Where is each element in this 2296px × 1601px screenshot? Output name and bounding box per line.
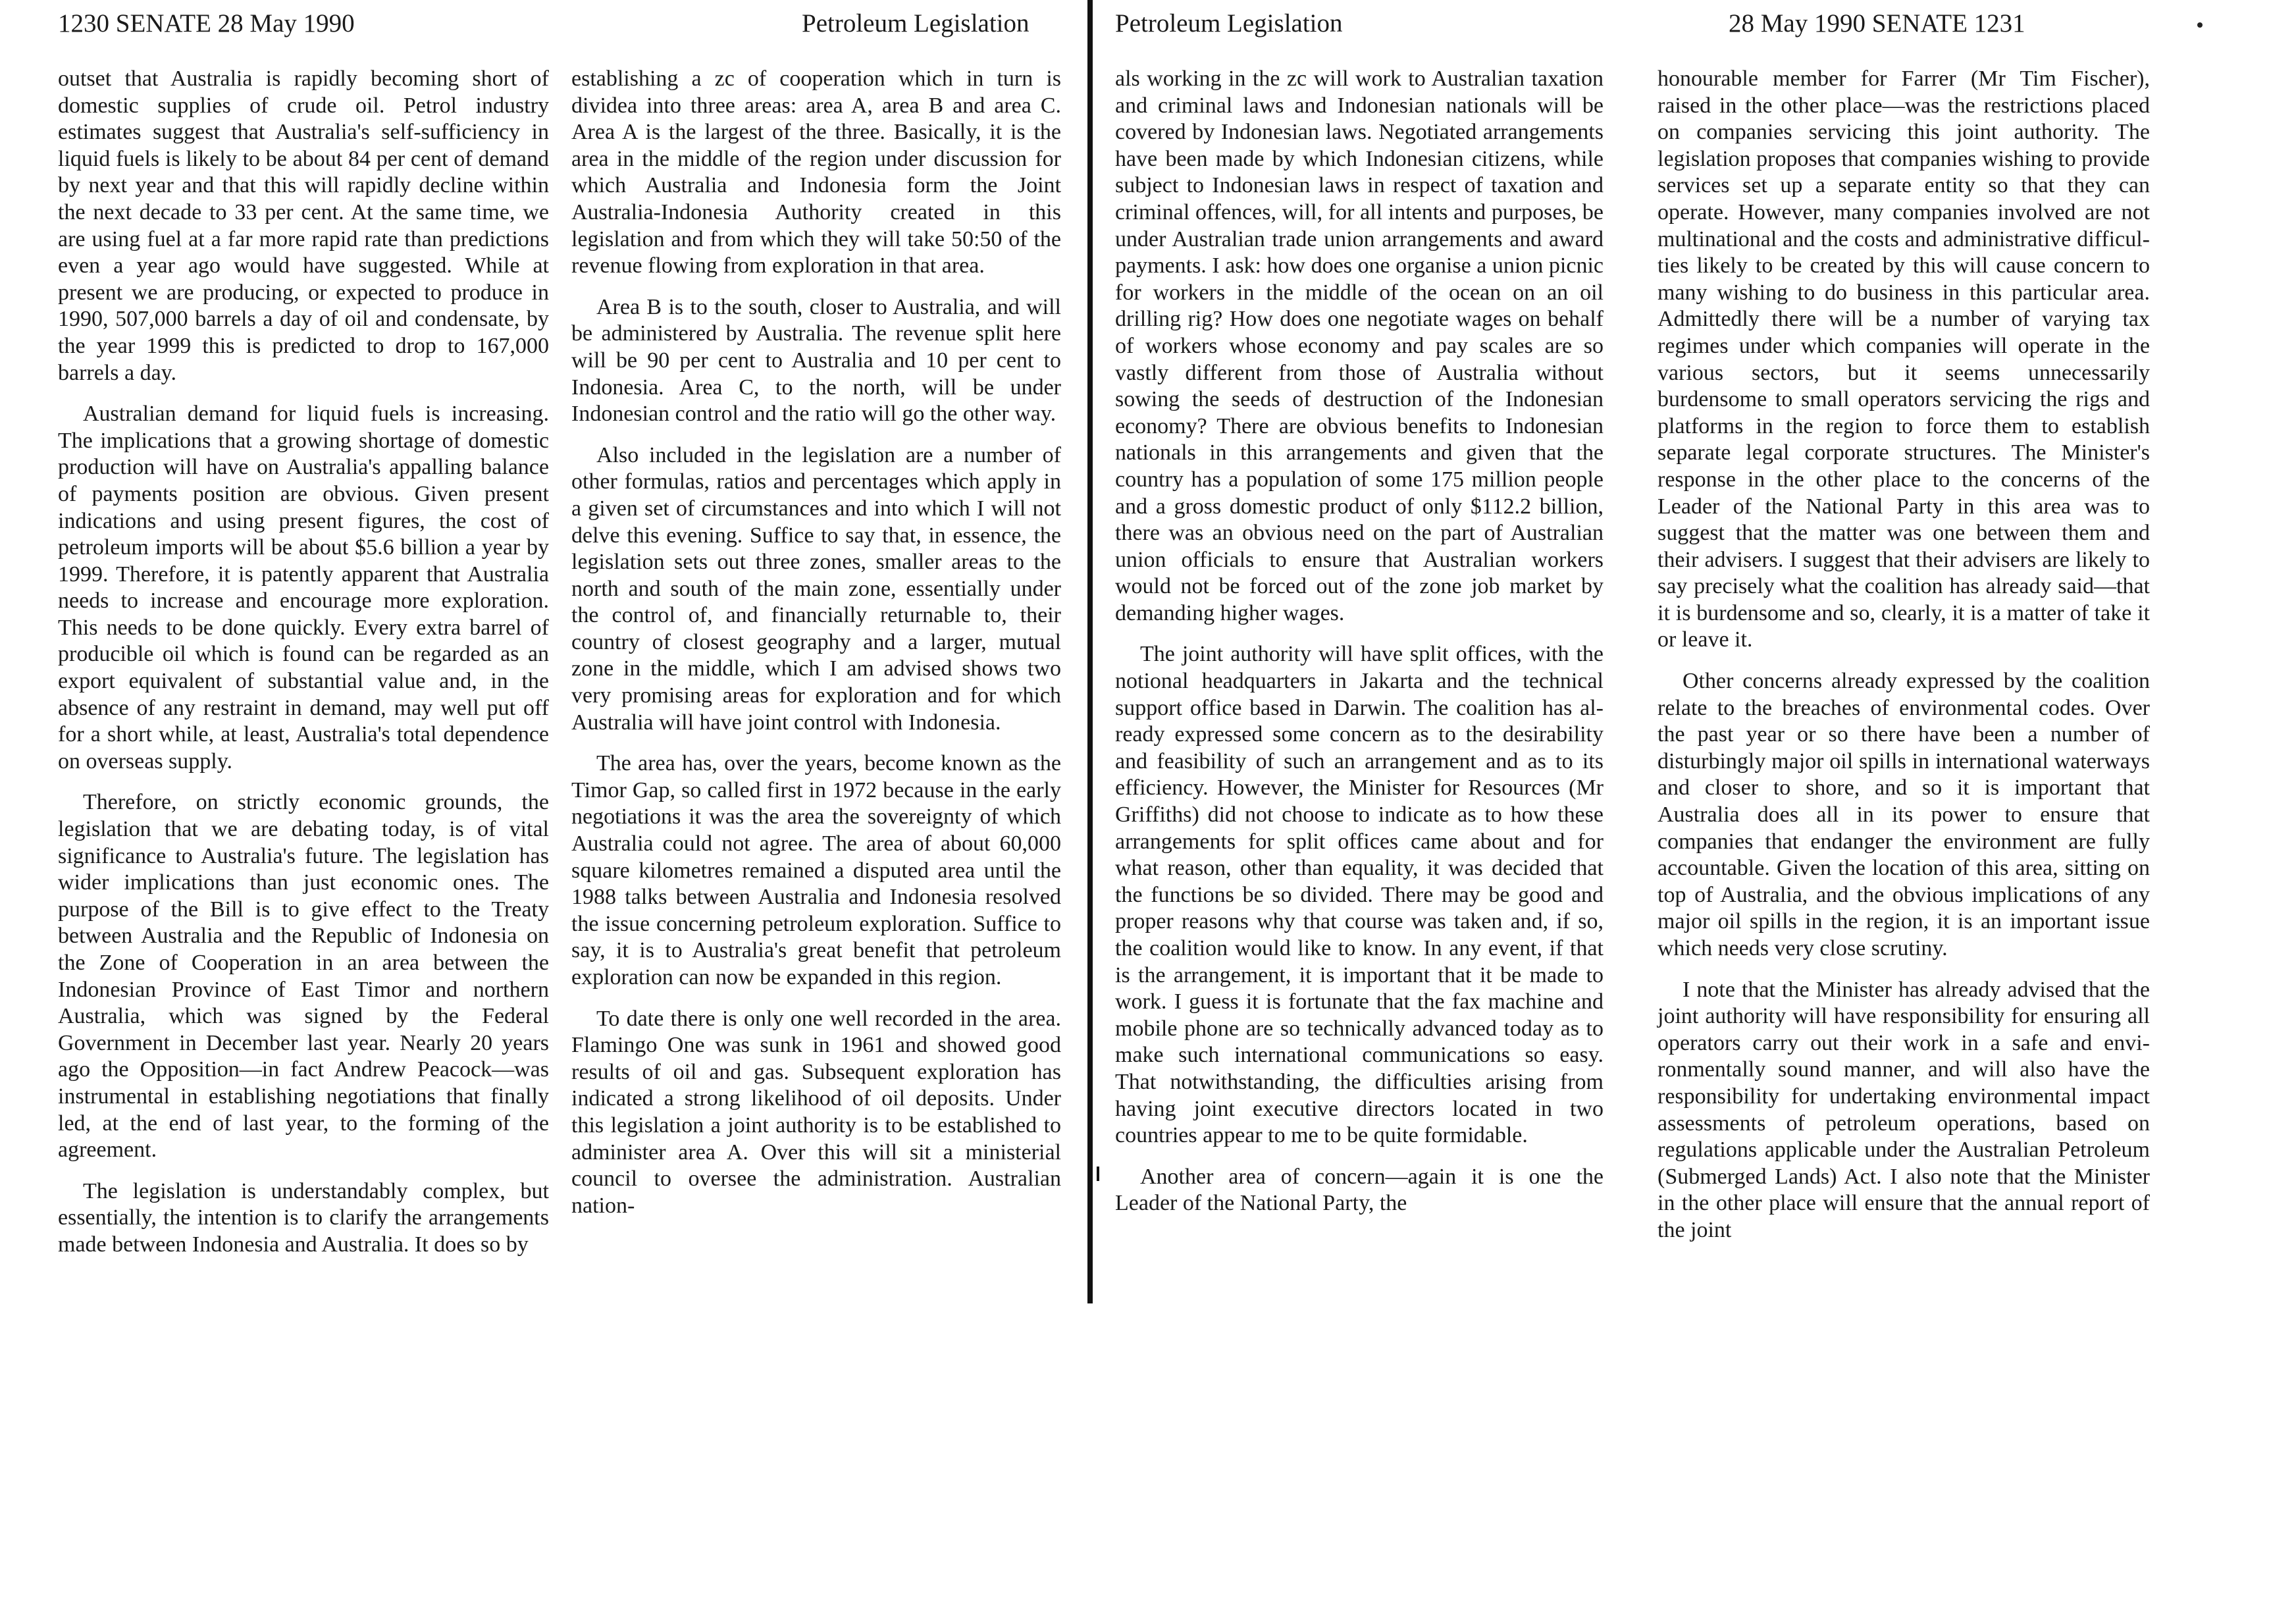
- left-section-title: Petroleum Legislation: [802, 9, 1030, 38]
- left-column-2: [571, 66, 1061, 1234]
- paragraph: Therefore, on strictly economic grounds, the legislation that we are debating today, is of vital significance to Australia's future. The legislation has wider implications than just economic ones. The purpose of the Bill is to give effect to the Treaty between Australia and the Republic of Indonesia on the Zone of Cooperation in an area between the Indonesian Province of East Timor and northern Australia, which was signed by the Federal Government in December last year. Nearly 20 years ago the Opposition—in fact Andrew Peacock—was instrumental in establishing negotiations that finally led, at the end of last year, to the forming of the agreement.: [58, 790, 549, 1163]
- page-edge-mark: [2197, 22, 2203, 28]
- left-page: [0, 0, 1093, 1601]
- paragraph: Also included in the legislation are a number of other formulas, ratios and percentages which apply in a given set of circumstances and into which I will not delve this evening. Suffice to say that, in essence, the legislation sets out three zones, smaller areas to the north and south of the main zone, essentially under the control of, and financially returnable to, their country of closest geography and a larger, mutual zone in the middle, which I am advised shows two very promising areas for exploration and for which Australia will have joint control with Indonesia.: [571, 442, 1061, 735]
- paragraph: outset that Australia is rapidly becoming short of domestic supplies of crude oil. Petrol industry estimates suggest that Australia's self-sufficiency in liquid fuels is likely to be about 84 per cent of demand by next year and that this will rapidly decline within the next decade to 33 per cent. At the same time, we are using fuel at a far more rapid rate than predictions even a year ago would have suggested. While at present we are producing, or expected to produce in 1990, 507,000 barrels a day of oil and condensate, by the year 1999 this is predicted to drop to 167,000 barrels a day.: [58, 66, 549, 385]
- right-column-1: [1115, 66, 1604, 1232]
- right-column-2: [1657, 66, 2150, 1259]
- left-folio-line: 1230 SENATE 28 May 1990: [58, 9, 355, 38]
- paragraph: establishing a zc of cooperation which in turn is dividea into three areas: area A, area B and area C. Area A is the largest of the three. Basically, it is the area in the middle of the region under discussion for which Australia and Indonesia form the Joint Australia-Indonesia Authority created in this legislation and from which they will take 50:50 of the revenue flowing from exploration in that area.: [571, 66, 1061, 278]
- right-page: [1098, 0, 2296, 1601]
- paragraph: Other concerns already expressed by the coalition relate to the breaches of environmental codes. Over the past year or so there have been a number of disturbingly major oil spills in international waterways and closer to shore, and so it is important that Australia does all in its power to ensure that companies that endanger the environment are fully accountable. Given the location of this area, sitting on top of Australia, and the obvious implications of any major oil spills in the region, it is an important issue which needs very close scrutiny.: [1657, 669, 2150, 960]
- paragraph: To date there is only one well recorded in the area. Flamingo One was sunk in 1961 and showed good results of oil and gas. Subsequent exploration has indicated a strong likelihood of oil deposits. Under this legislation a joint authority is to be established to administer area A. Over this will sit a ministerial council to oversee the administration. Australian nation-: [571, 1006, 1061, 1218]
- left-column-1: [58, 66, 549, 1273]
- paragraph: Australian demand for liquid fuels is increasing. The implications that a growing shortage of domestic production will have on Australia's appalling balance of payments position are obvious. Given present indications and using present figures, the cost of petroleum imports will be about $5.6 billion a year by 1999. Therefore, it is patently apparent that Australia needs to increase and encourage more exploration. This needs to be done quickly. Every extra barrel of producible oil which is found can be regarded as an export equivalent of substantial value and, in the absence of any restraint in demand, may well put off for a short while, at least, Australia's total dependence on overseas supply.: [58, 402, 549, 774]
- paragraph: The joint authority will have split offices, with the notional headquarters in Jakarta and the technical support office based in Darwin. The coalition has already expressed some concern as to the desirability and feasibility of such an arrangement and as to its efficiency. However, the Minister for Resources (Mr Griffiths) did not choose to indicate as to how these arrangements for split offices came about and for what reason, other than equality, it was decided that the functions be so divided. There may be good and proper reasons why that course was taken and, if so, the coalition would like to know. In any event, if that is the arrangement, it is important that it be made to work. I guess it is fortunate that the fax machine and mobile phone are so technically advanced today as to make such international communications so easy. That notwithstanding, the difficulties arising from having joint executive directors located in two countries appear to me to be quite formidable.: [1115, 642, 1604, 1148]
- paragraph: The area has, over the years, become known as the Timor Gap, so called first in 1972 because in the early negotiations it was the area the sovereignty of which Australia could not agree. The area of about 60,000 square kilometres remained a disputed area until the 1988 talks between Australia and Indonesia resolved the issue concerning petroleum exploration. Suffice to say, it is to Australia's great benefit that petroleum exploration can now be expanded in this region.: [571, 751, 1061, 989]
- paragraph: Another area of concern—again it is one the Leader of the National Party, the: [1115, 1164, 1604, 1216]
- right-folio-line: 28 May 1990 SENATE 1231: [1729, 9, 2025, 38]
- paragraph: Area B is to the south, closer to Australia, and will be administered by Australia. The revenue split here will be 90 per cent to Australia and 10 per cent to Indonesia. Area C, to the north, will be under Indonesian control and the ratio will go the other way.: [571, 294, 1061, 427]
- paragraph: I note that the Minister has already advised that the joint authority will have responsibility for ensuring all operators carry out their work in a safe and environmentally sound manner, and will also have the responsibility for undertaking environmental impact assessments of petroleum operations, based on regulations applicable under the Australian Petroleum (Submerged Lands) Act. I also note that the Minister in the other place will ensure that the annual report of the joint: [1657, 977, 2150, 1242]
- paragraph: als working in the zc will work to Australian taxation and criminal laws and Indonesian nationals will be covered by Indonesian laws. Negotiated arrangements have been made by which Indonesian citizens, while subject to Indonesian laws in respect of taxation and criminal offences, will, for all intents and purposes, be under Australian trade union arrangements and award payments. I ask: how does one organise a union picnic for workers in the middle of the ocean on an oil drilling rig? How does one negotiate wages on behalf of workers whose economy and pay scales are so vastly different from those of Australia without sowing the seeds of destruction of the Indonesian economy? There are obvious benefits to Indonesian nationals in this arrangements and given that the country has a population of some 175 million people and a gross domestic product of only $112.2 billion, there was an obvious need on the part of Australian union officials to ensure that Australian workers would not be forced out of the zone job market by demanding higher wages.: [1115, 66, 1604, 625]
- paragraph: The legislation is understandably complex, but essentially, the intention is to clarify the arrangements made between Indonesia and Australia. It does so by: [58, 1178, 549, 1257]
- right-section-title: Petroleum Legislation: [1115, 9, 1343, 38]
- book-spine-gutter: [1087, 0, 1093, 1303]
- paragraph: honourable member for Farrer (Mr Tim Fischer), raised in the other place—was the restrictions placed on companies servicing this joint authority. The legislation proposes that companies wishing to provide services set up a separate entity so that they can operate. However, many companies involved are not multinational and the costs and administrative difficulties likely to be created by this will cause concern to many wishing to do business in this particular area. Admittedly there will be a number of varying tax regimes under which companies will operate in the various sectors, but it seems unnecessarily burdensome to small operators servicing the rigs and platforms in the region to force them to establish separate legal corporate structures. The Minister's response in the other place to the concerns of the Leader of the National Party in this area was to suggest that the matter was one between them and their advisers. I suggest that their advisers are likely to say precisely what the coalition has already said—that it is burdensome and so, clearly, it is a matter of take it or leave it.: [1657, 66, 2150, 652]
